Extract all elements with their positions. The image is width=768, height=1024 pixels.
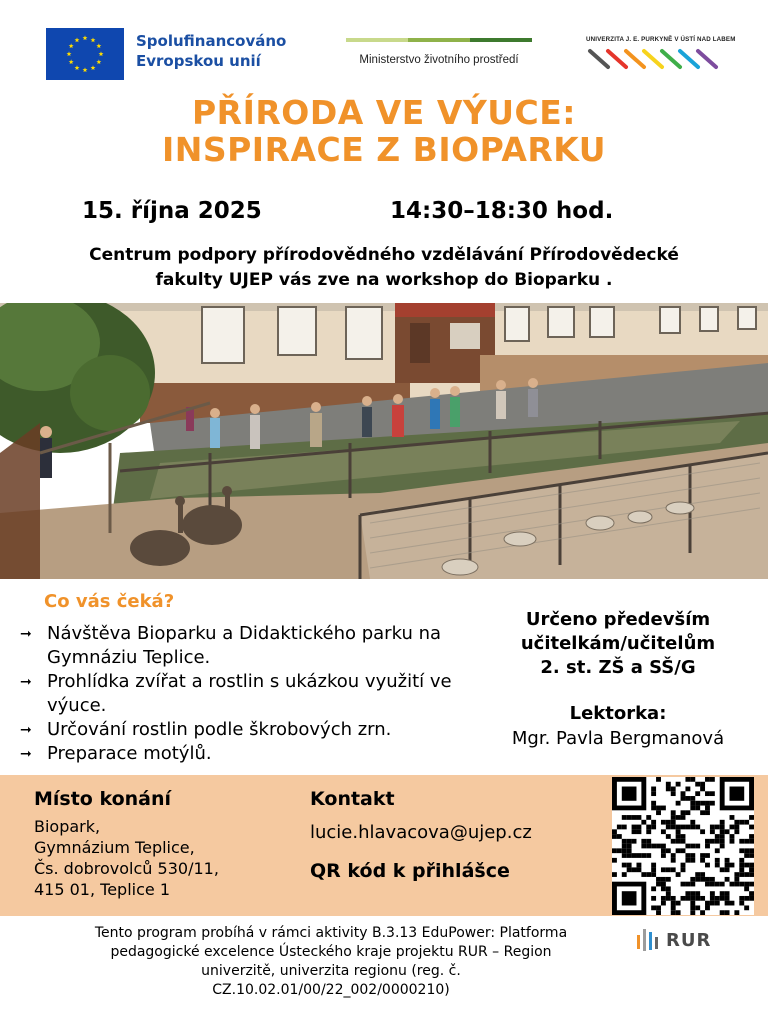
arrow-icon: ➞ — [20, 674, 32, 690]
invite-line-1: Centrum podpory přírodovědného vzdělávání Přírodovědecké — [89, 245, 679, 265]
ujep-logo — [586, 36, 736, 71]
note-line-3: univerzitě, univerzita regionu (reg. č. — [201, 963, 461, 979]
title-line-1: PŘÍRODA VE VÝUCE: — [191, 93, 577, 132]
eu-line-1: Spolufinancováno — [136, 32, 287, 50]
arrow-icon: ➞ — [20, 722, 32, 738]
venue-line-4: 415 01, Teplice 1 — [34, 880, 171, 899]
event-time: 14:30–18:30 hod. — [390, 198, 614, 224]
venue-line-3: Čs. dobrovolců 530/11, — [34, 859, 219, 878]
venue-line-2: Gymnázium Teplice, — [34, 838, 195, 857]
rur-bars-icon — [636, 927, 660, 953]
event-date: 15. října 2025 — [82, 198, 262, 224]
ministry-name: Ministerstvo životního prostředí — [359, 54, 519, 66]
program-heading: Co vás čeká? — [44, 591, 175, 612]
invitation-text — [30, 243, 738, 293]
arrow-icon: ➞ — [20, 626, 32, 642]
ministry-logo — [346, 38, 532, 66]
program-item-text: Určování rostlin podle škrobových zrn. — [47, 719, 392, 740]
list-item — [18, 742, 478, 766]
eu-line-2: Evropskou unií — [136, 52, 261, 70]
lecturer-heading: Lektorka: — [569, 703, 667, 724]
eu-cofinanced-text — [136, 31, 286, 71]
contact-email-link[interactable]: lucie.hlavacova@ujep.cz — [310, 822, 532, 843]
registration-qr-code[interactable] — [612, 777, 754, 915]
audience-line-3: 2. st. ZŠ a SŠ/G — [540, 657, 696, 678]
venue-heading: Místo konání — [34, 788, 172, 810]
rur-logo — [636, 927, 711, 953]
venue-address — [34, 816, 219, 900]
eu-stars-icon — [46, 28, 124, 80]
eu-flag-logo — [46, 28, 124, 80]
qr-label: QR kód k přihlášce — [310, 860, 510, 882]
program-item-text: Návštěva Bioparku a Didaktického parku na Gymnáziu Teplice. — [47, 623, 442, 668]
qr-code-icon — [612, 777, 754, 915]
program-item-text: Prohlídka zvířat a rostlin s ukázkou využití ve výuce. — [47, 671, 452, 716]
note-line-4: CZ.10.02.01/00/22_002/0000210) — [212, 982, 450, 998]
audience-line-2: učitelkám/učitelům — [520, 633, 716, 654]
title-line-2: INSPIRACE Z BIOPARKU — [161, 130, 607, 169]
contact-heading: Kontakt — [310, 788, 395, 810]
audience-text — [482, 608, 754, 680]
ujep-stripes-icon — [586, 47, 720, 71]
biopark-photo — [0, 303, 768, 579]
page-title — [0, 94, 768, 168]
invite-line-2: fakulty UJEP vás zve na workshop do Bioparku . — [155, 270, 613, 290]
rur-text: RUR — [666, 929, 712, 951]
note-line-2: pedagogické excelence Ústeckého kraje projektu RUR – Region — [110, 944, 552, 960]
arrow-icon: ➞ — [20, 746, 32, 762]
list-item — [18, 718, 478, 742]
list-item — [18, 670, 478, 718]
program-item-text: Preparace motýlů. — [47, 743, 212, 764]
funding-note — [40, 924, 622, 1000]
venue-line-1: Biopark, — [34, 817, 101, 836]
ujep-name: UNIVERZITA J. E. PURKYNĚ V ÚSTÍ NAD LABEM — [586, 36, 736, 43]
ministry-bars — [346, 38, 532, 42]
audience-line-1: Určeno především — [525, 609, 711, 630]
lecturer-name: Mgr. Pavla Bergmanová — [511, 728, 725, 749]
note-line-1: Tento program probíhá v rámci aktivity B.3.13 EduPower: Platforma — [94, 925, 568, 941]
list-item — [18, 622, 478, 670]
program-list — [18, 622, 478, 766]
